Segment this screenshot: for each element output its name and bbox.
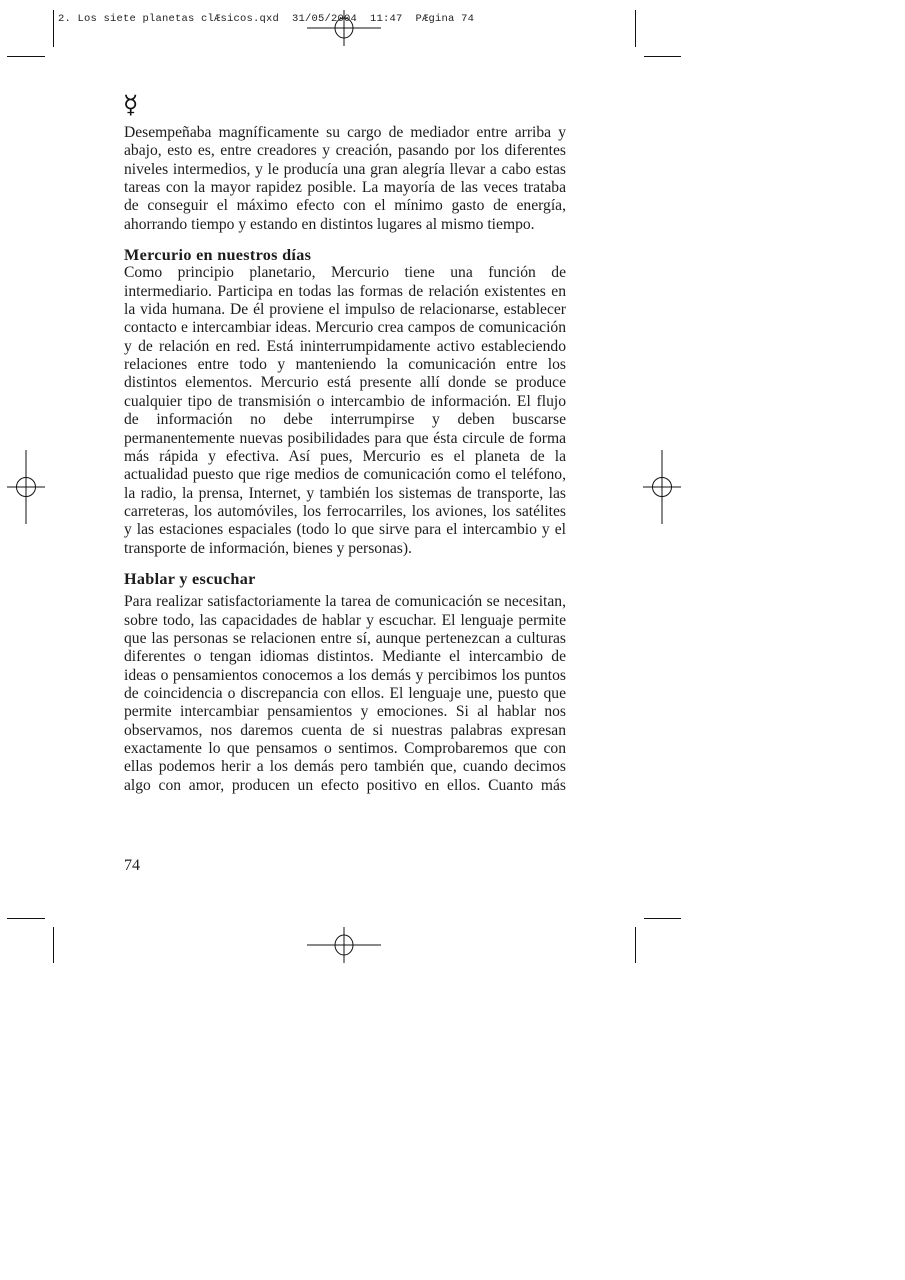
page-number: 74 [124, 857, 140, 874]
crop-mark-top-right-horizontal [644, 56, 681, 57]
crop-mark-top-left-horizontal [7, 56, 45, 57]
mercury-symbol-icon: ☿ [123, 90, 139, 119]
page-text-column [124, 90, 566, 795]
section-heading: Hablar y escuchar [124, 569, 256, 588]
section-body: Para realizar satisfactoriamente la tarea de comunicación se necesitan, sobre todo, las capacidades de hablar y escuchar. El lenguaje permite que las personas se relacionen entre sí, aunque pertenezcan a culturas diferentes o tengan idiomas distintos. Mediante el intercambio de ideas o pensamientos conocemos a los demás y percibimos los puntos de coincidencia o discrepancia con ellos. El lenguaje une, puesto que permite intercambiar pensamientos y emociones. Si al hablar nos observamos, nos daremos cuenta de si nuestras palabras expresan exactamente lo que pensamos o sentimos. Comprobaremos que con ellas podemos herir a los demás pero también que, cuando decimos algo con amor, producen un efecto positivo en ellos. Cuanto más [124, 593, 566, 794]
crop-mark-top-right-vertical [635, 10, 636, 47]
section-heading: Mercurio en nuestros días [124, 246, 312, 265]
registration-target-icon [7, 450, 45, 526]
section-body: Como principio planetario, Mercurio tiene una función de intermediario. Participa en todas las formas de relación existentes en la vida humana. De él proviene el impulso de relacionarse, establecer contacto e intercambiar ideas. Mercurio crea campos de comunicación y de relación en red. Está ininterrumpidamente activo estableciendo relaciones entre todo y manteniendo la comunicación entre los distintos elementos. Mercurio está presente allí donde se produce cualquier tipo de transmisión o intercambio de información. El flujo de información no debe interrumpirse y deben buscarse permanentemente nuevas posibilidades para que ésta circule de forma más rápida y efectiva. Así pues, Mercurio es el planeta de la actualidad puesto que rige medios de comunicación como el teléfono, la radio, la prensa, Internet, y también los sistemas de transporte, las carreteras, los automóviles, los ferrocarriles, los aviones, los satélites y las estaciones espaciales (todo lo que sirve para el intercambio y el transporte de información, bienes y personas). [124, 264, 566, 557]
crop-mark-top-left-vertical [53, 10, 54, 47]
registration-target-icon [307, 10, 381, 48]
crop-mark-bottom-left-horizontal [7, 918, 45, 919]
crop-mark-bottom-left-vertical [53, 927, 54, 963]
crop-mark-bottom-right-vertical [635, 927, 636, 963]
crop-mark-bottom-right-horizontal [644, 918, 681, 919]
print-slug-line: 2. Los siete planetas clÆsicos.qxd 31/05/2004 11:47 PÆgina 74 [58, 13, 475, 25]
registration-target-icon [307, 927, 381, 965]
registration-target-icon [643, 450, 681, 526]
intro-paragraph: Desempeñaba magníficamente su cargo de mediador entre arriba y abajo, esto es, entre creadores y creación, pasando por los diferentes niveles intermedios, y le producía una gran alegría llevar a cabo estas tareas con la mayor rapidez posible. La mayoría de las veces trataba de conseguir el máximo efecto con el mínimo gasto de energía, ahorrando tiempo y estando en distintos lugares al mismo tiempo. [124, 124, 566, 233]
